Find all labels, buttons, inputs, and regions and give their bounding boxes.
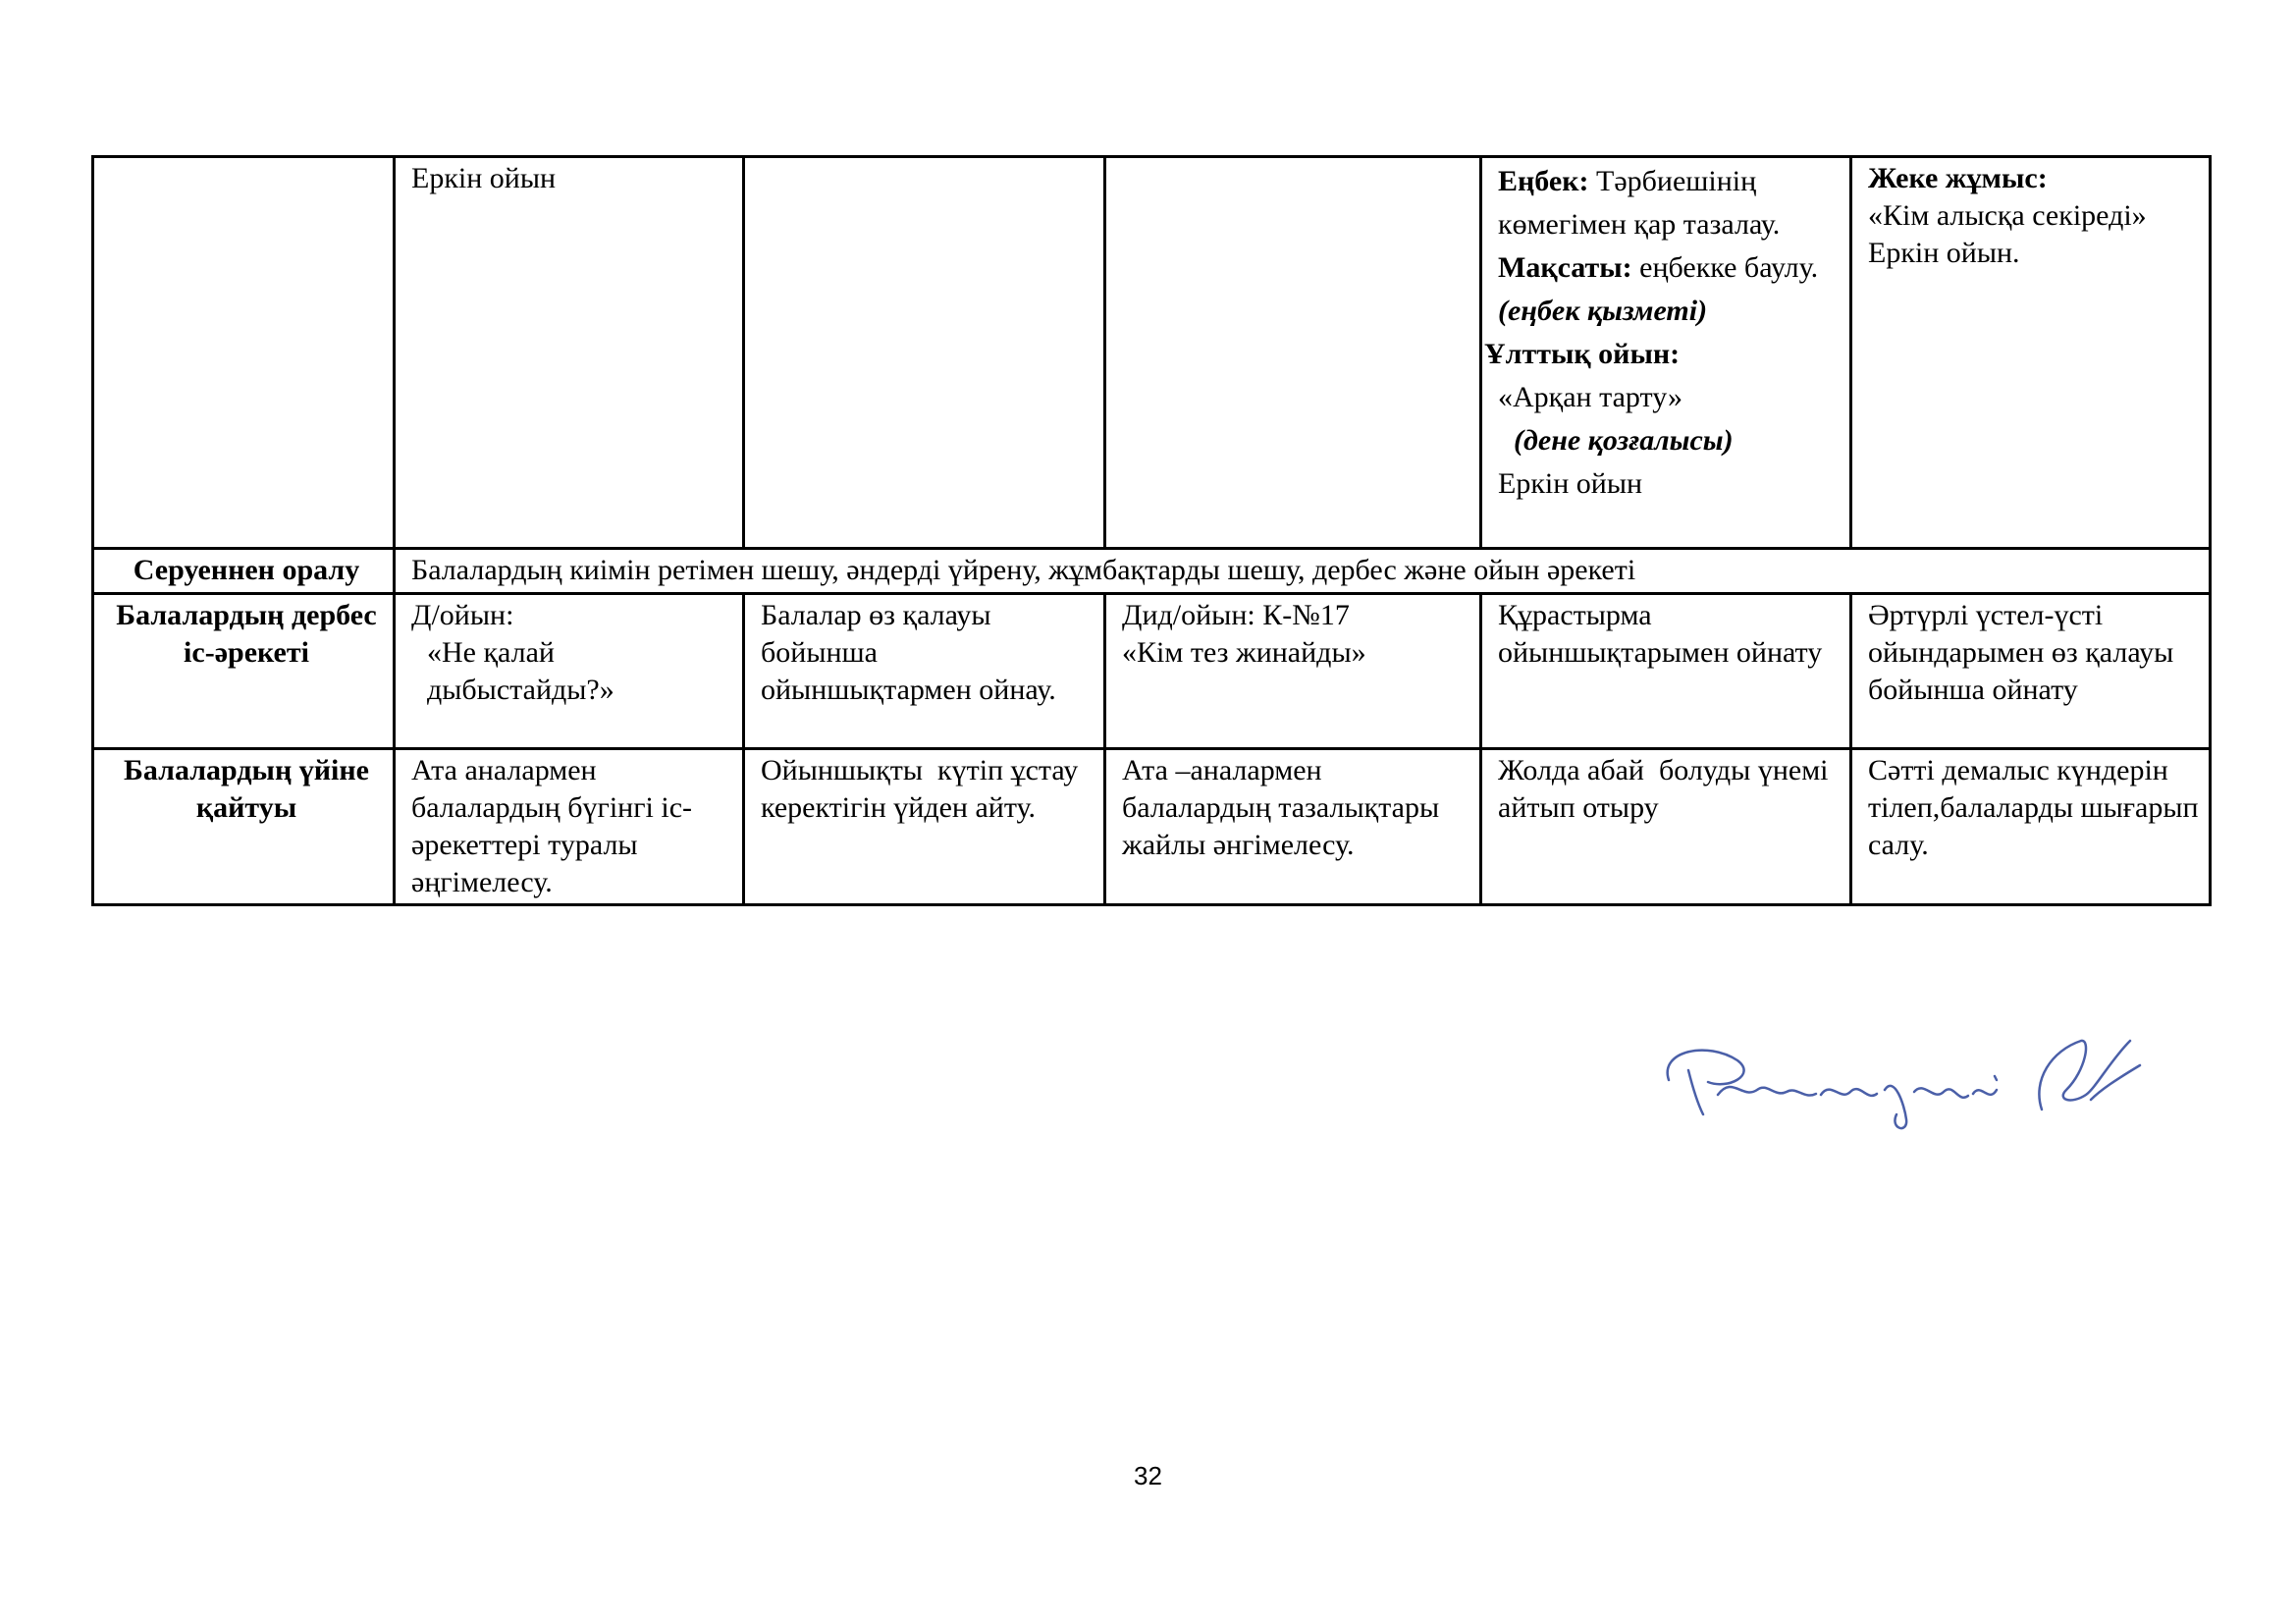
cell-independent-monday bbox=[395, 594, 744, 749]
cell-independent-thursday: Құрастырма ойыншықтарымен ойнату bbox=[1481, 594, 1851, 749]
didactic-game-name-wednesday: «Кім тез жинайды» bbox=[1122, 636, 1366, 669]
table-row-going-home bbox=[93, 749, 2211, 905]
cell-walk-wednesday bbox=[1105, 157, 1481, 549]
cell-return-from-walk: Балалардың киімін ретімен шешу, әндерді үйрену, жұмбақтарды шешу, дербес және ойын әрекеті bbox=[395, 549, 2211, 594]
page-number: 32 bbox=[1134, 1461, 1162, 1490]
movement-tag: (дене қозғалысы) bbox=[1514, 424, 1734, 457]
cell-independent-tuesday: Балалар өз қалауы бойынша ойыншықтармен ойнау. bbox=[744, 594, 1105, 749]
didactic-game-label: Д/ойын: bbox=[411, 599, 514, 631]
row-header-independent-activity: Балалардың дербес іс-әрекеті bbox=[93, 594, 395, 749]
cell-walk-monday bbox=[395, 157, 744, 549]
aim-text: еңбекке баулу. bbox=[1631, 251, 1819, 284]
aim-label: Мақсаты: bbox=[1498, 251, 1632, 284]
cell-home-tuesday: Ойыншықты күтіп ұстау керектігін үйден айту. bbox=[744, 749, 1105, 905]
free-play-text-friday: Еркін ойын. bbox=[1868, 237, 2020, 269]
table-row-independent-activity bbox=[93, 594, 2211, 749]
national-game-name: «Арқан тарту» bbox=[1498, 381, 1682, 413]
labor-tag: (еңбек қызметі) bbox=[1498, 295, 1708, 327]
cell-walk-tuesday bbox=[744, 157, 1105, 549]
daily-plan-table bbox=[91, 155, 2212, 906]
individual-work-label: Жеке жұмыс: bbox=[1868, 162, 2048, 194]
row-header-return-from-walk: Серуеннен оралу bbox=[93, 549, 395, 594]
signature bbox=[1649, 1021, 2160, 1139]
table-row-return-from-walk bbox=[93, 549, 2211, 594]
labor-text: Тәрбиешінің көмегімен қар тазалау. bbox=[1498, 165, 1781, 241]
cell-home-monday: Ата аналармен балалардың бүгінгі іс-әрекеттері туралы әңгімелесу. bbox=[395, 749, 744, 905]
national-game-label: Ұлттық ойын: bbox=[1484, 338, 1681, 370]
labor-label: Еңбек: bbox=[1498, 165, 1589, 197]
free-play-text-thursday: Еркін ойын bbox=[1498, 467, 1643, 500]
didactic-game-name: «Не қалай дыбыстайды?» bbox=[427, 636, 614, 706]
cell-home-thursday: Жолда абай болуды үнемі айтып отыру bbox=[1481, 749, 1851, 905]
individual-work-game: «Кім алысқа секіреді» bbox=[1868, 199, 2147, 232]
cell-independent-friday: Әртүрлі үстел-үсті ойындарымен өз қалауы бойынша ойнату bbox=[1851, 594, 2211, 749]
cell-home-friday: Сәтті демалыс күндерін тілеп,балаларды шығарып салу. bbox=[1851, 749, 2211, 905]
row-header-empty bbox=[93, 157, 395, 549]
cell-independent-wednesday bbox=[1105, 594, 1481, 749]
free-play-text: Еркін ойын bbox=[411, 162, 557, 194]
row-header-going-home: Балалардың үйіне қайтуы bbox=[93, 749, 395, 905]
table-row-walk-continuation bbox=[93, 157, 2211, 549]
didactic-game-label-wednesday: Дид/ойын: К-№17 bbox=[1122, 599, 1350, 631]
cell-home-wednesday: Ата –аналармен балалардың тазалықтары жайлы әнгімелесу. bbox=[1105, 749, 1481, 905]
cell-walk-thursday bbox=[1481, 157, 1851, 549]
cell-walk-friday bbox=[1851, 157, 2211, 549]
